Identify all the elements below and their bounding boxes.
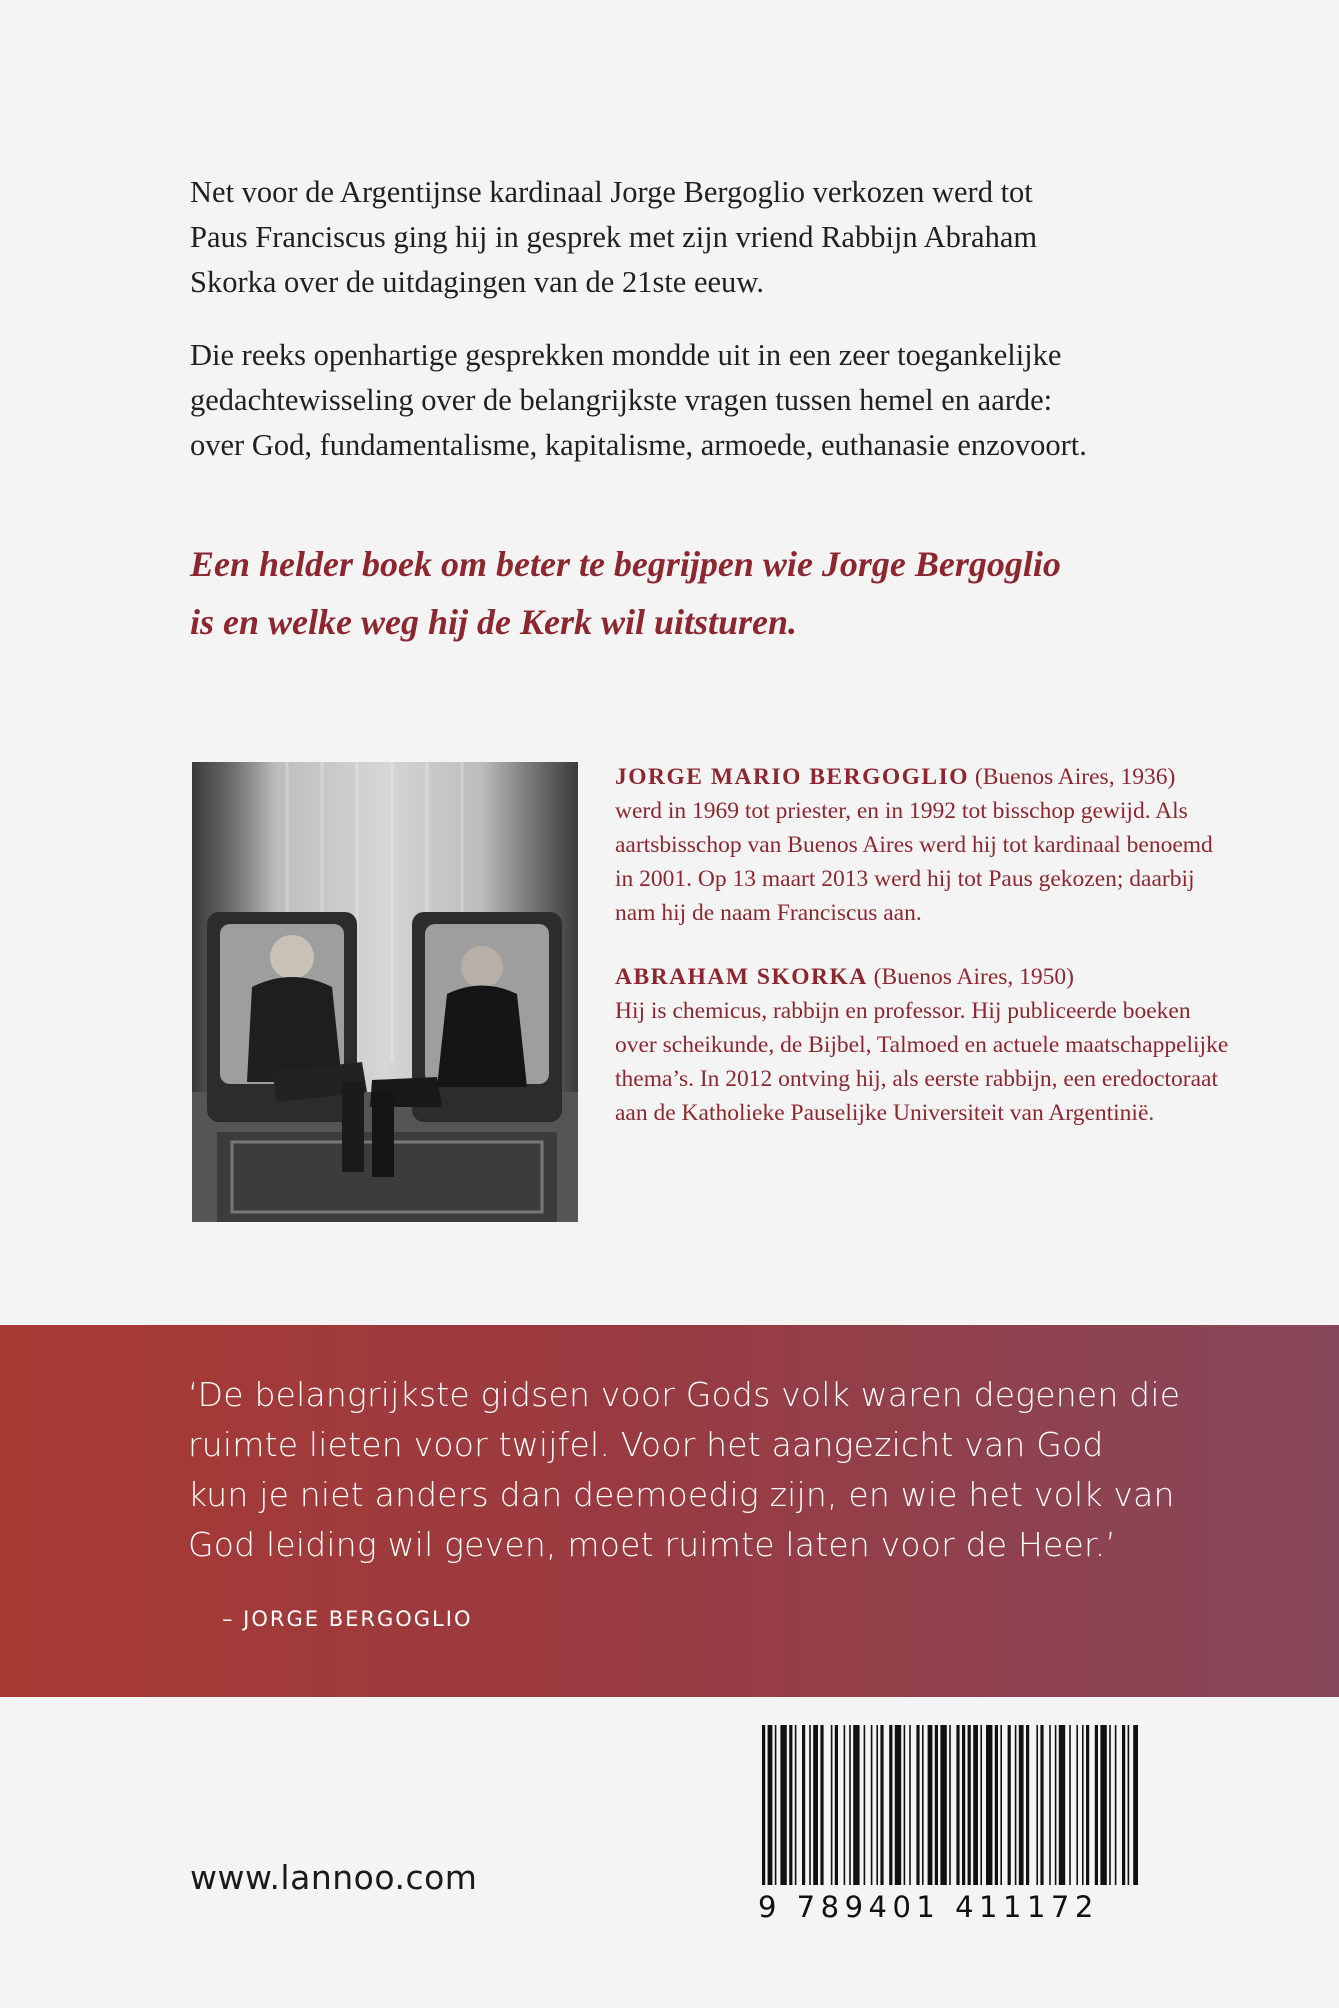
barcode-bar [1128, 1725, 1130, 1885]
barcode-bar [762, 1725, 765, 1885]
barcode-bar [928, 1725, 933, 1885]
intro-paragraph: Die reeks openhartige gesprekken mondde uit in een zeer toegankelijke gedachtewisseling over de belangrijkste vragen tussen hemel en aarde: over God, fundamentalisme, kapitalisme, armoede, euthanasie enzovoort. [190, 338, 1087, 462]
barcode-bar [889, 1725, 892, 1885]
barcode-bar [962, 1725, 965, 1885]
barcode-bar [1100, 1725, 1106, 1885]
bio-skorka [615, 960, 1235, 1130]
barcode-bar [956, 1725, 959, 1885]
intro-paragraph: Net voor de Argentijnse kardinaal Jorge Bergoglio verkozen werd tot Paus Franciscus ging hij in gesprek met zijn vriend Rabbijn Abraham Skorka over de uitdagingen van de 21ste eeuw. [190, 175, 1038, 299]
bio-origin: (Buenos Aires, 1936) [969, 764, 1176, 790]
barcode-bar [831, 1725, 833, 1885]
barcode-bar [980, 1725, 982, 1885]
barcode-bar [1076, 1725, 1078, 1885]
barcode-bar [1036, 1725, 1038, 1885]
author-bios [615, 760, 1235, 1160]
barcode-bar [1059, 1725, 1065, 1885]
bio-text: Hij is chemicus, rabbijn en professor. Hij publiceerde boeken over scheikunde, de Bijbel, Talmoed en actuele maatschappelijke thema’s. In 2012 ontving hij, als eerste rabbijn, een eredoctoraat aan de Katholieke Pauselijke Universiteit van Argentinië. [615, 998, 1229, 1126]
barcode-bar [1069, 1725, 1071, 1885]
barcode-bar [904, 1725, 906, 1885]
barcode-bar [876, 1725, 878, 1885]
publisher-website[interactable]: www.lannoo.com [190, 1858, 478, 1897]
bio-text: werd in 1969 tot priester, en in 1992 tot bisschop gewijd. Als aartsbisschop van Buenos Aires werd hij tot kardinaal benoemd in 2001. Op 13 maart 2013 werd hij tot Paus gekozen; daarbij nam hij de naam Franciscus aan. [615, 798, 1213, 926]
barcode-bar [1015, 1725, 1017, 1885]
barcode-bar [871, 1725, 873, 1885]
barcode-bar [1082, 1725, 1084, 1885]
barcode-bar [1055, 1725, 1057, 1885]
barcode-bar [1000, 1725, 1002, 1885]
barcode-bar [775, 1725, 777, 1885]
quote-author: – JORGE BERGOGLIO [222, 1607, 473, 1631]
authors-photo [192, 762, 578, 1222]
barcode-bar [986, 1725, 992, 1885]
barcode-bar [940, 1725, 946, 1885]
barcode-bar [809, 1725, 811, 1885]
barcode-bar [1019, 1725, 1024, 1885]
barcode-bar [1095, 1725, 1098, 1885]
barcode-bar [780, 1725, 786, 1885]
barcode-bar [768, 1725, 773, 1885]
barcode-bar [949, 1725, 951, 1885]
bio-name: JORGE MARIO BERGOGLIO [615, 764, 970, 790]
barcode-bar [1086, 1725, 1089, 1885]
barcode-bar [864, 1725, 866, 1885]
barcode-bar [1115, 1725, 1117, 1885]
bio-name: ABRAHAM SKORKA [615, 964, 868, 990]
barcode-bar [1008, 1725, 1011, 1885]
barcode-bar [895, 1725, 901, 1885]
barcode-bar [1026, 1725, 1029, 1885]
barcode-bar [835, 1725, 838, 1885]
barcode-bar [820, 1725, 823, 1885]
barcode-bar [1040, 1725, 1043, 1885]
barcode-bar [853, 1725, 859, 1885]
bio-origin: (Buenos Aires, 1950) [867, 964, 1075, 990]
barcode-bar [1049, 1725, 1051, 1885]
barcode-bar [968, 1725, 971, 1885]
barcode-bar [1133, 1725, 1138, 1885]
barcode-bar [813, 1725, 818, 1885]
barcode-bar [909, 1725, 911, 1885]
bio-bergoglio [615, 760, 1235, 930]
intro-text [190, 170, 1190, 496]
barcode-bar [922, 1725, 924, 1885]
barcode-bar [973, 1725, 978, 1885]
barcode-bar [995, 1725, 998, 1885]
isbn-barcode [758, 1725, 1140, 1885]
barcode-bar [802, 1725, 805, 1885]
barcode-bar [935, 1725, 938, 1885]
isbn-digits: 9 789401 411172 [758, 1890, 1099, 1924]
barcode-bar [1122, 1725, 1125, 1885]
tagline: Een helder boek om beter te begrijpen wie Jorge Bergoglio is en welke weg hij de Kerk wil uitsturen. [190, 544, 1061, 642]
barcode-bar [1109, 1725, 1111, 1885]
barcode-bar [849, 1725, 851, 1885]
quote-text: ‘De belangrijkste gidsen voor Gods volk waren degenen die ruimte lieten voor twijfel. Voor het aangezicht van God kun je niet anders dan deemoedig zijn, en wie het volk van God leiding wil geven, moet ruimte laten voor de Heer.’ [188, 1375, 1181, 1564]
barcode-bar [844, 1725, 846, 1885]
barcode-bar [795, 1725, 797, 1885]
barcode-bar [880, 1725, 883, 1885]
barcode-bar [916, 1725, 919, 1885]
barcode-bar [789, 1725, 792, 1885]
